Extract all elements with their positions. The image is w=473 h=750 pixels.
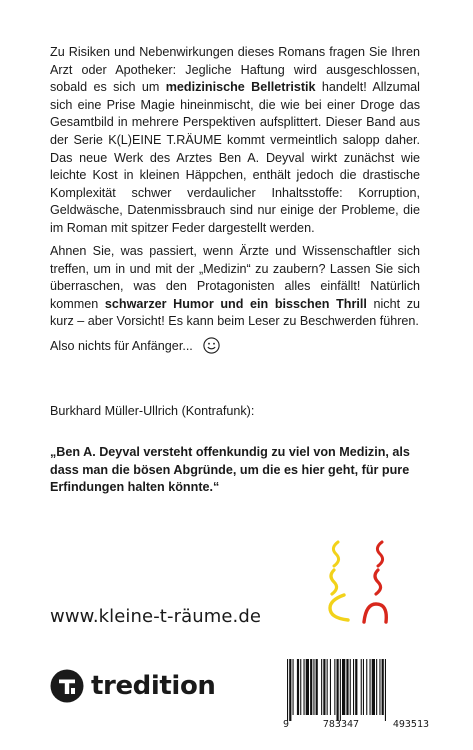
isbn-digits	[281, 719, 431, 730]
review-attribution: Burkhard Müller-Ullrich (Kontrafunk):	[50, 404, 255, 418]
decorative-flourish	[320, 540, 400, 630]
barcode-bar	[385, 659, 386, 721]
barcode-bar	[304, 659, 305, 715]
review-quote: „Ben A. Deyval versteht offenkundig zu viel von Medizin, als dass man die bösen Abgründe, um die es hier geht, für pure Erfindungen halten könnte.“	[50, 445, 410, 495]
barcode-bar	[342, 659, 345, 715]
barcode-bar	[334, 659, 335, 715]
barcode-bar	[340, 659, 341, 721]
isbn-group-2: 493513	[392, 719, 429, 730]
barcode-bar	[321, 659, 322, 715]
smiley-icon	[203, 337, 220, 360]
barcode-bar	[327, 659, 328, 715]
barcode-bar	[366, 659, 367, 715]
barcode-bar	[330, 659, 331, 715]
barcode-bar	[287, 659, 288, 721]
barcode-bar	[363, 659, 364, 715]
publisher-name: tredition	[91, 671, 216, 701]
blurb-emphasis: schwarzer Humor und ein bisschen Thrill	[104, 296, 367, 311]
blurb-text: handelt! Allzumal sich eine Prise Magie hineinmischt, die wie bei einer Droge das Gesamtbild in mehrere Perspektiven aufsplittert. Dieser Band aus der Serie K(L)EINE T.RÄUME kommt vermeintlich salopp daher. Das neue Werk des Arztes Ben A. Deyval wirkt zunächst wie leichte Kost in kleinen Häppchen, enthält jedoch die drastische Komplexität schwer verdaulicher Inhaltsstoffe: Korruption, Geldwäsche, Datenmissbrauch sind nur einige der Probleme, die im Roman mit spitzer Feder dargestellt werden.	[50, 80, 420, 235]
barcode-bar	[316, 659, 318, 715]
barcode-bar	[337, 659, 339, 721]
blurb-text: Zu Risiken und Nebenwirkungen dieses Romans fragen Sie Ihren Arzt oder Apotheker: Jegliche Haftung wird ausgeschlossen, sobald es sich um	[50, 45, 420, 95]
blurb-paragraph-2	[50, 243, 420, 331]
barcode-bar	[289, 659, 291, 721]
isbn-group-1: 783347	[322, 719, 360, 730]
blurb-emphasis: medizinische Belletristik	[165, 80, 316, 95]
barcode-bar	[350, 659, 351, 715]
website-url: www.kleine-t-räume.de	[50, 606, 262, 627]
blurb-text: nicht zu kurz – aber Vorsicht! Es kann beim Leser zu Beschwerden führen.	[50, 296, 420, 329]
barcode-bar	[313, 659, 314, 715]
barcode-bar	[355, 659, 357, 715]
barcode-bar	[310, 659, 312, 715]
blurb-paragraph-3	[50, 337, 420, 360]
barcode-bar	[297, 659, 299, 715]
barcode-bar	[306, 659, 309, 715]
blurb-paragraph-1	[50, 44, 420, 238]
tredition-logo-icon	[50, 669, 84, 703]
barcode-bar	[346, 659, 348, 715]
barcode-bar	[293, 659, 294, 715]
barcode-bar	[361, 659, 362, 715]
barcode-bar	[379, 659, 380, 715]
blurb-text: Also nichts für Anfänger...	[50, 339, 193, 353]
barcode-bar	[323, 659, 325, 715]
isbn-lead-digit: 9	[283, 719, 290, 730]
publisher-logo	[50, 669, 216, 703]
barcode-bar	[382, 659, 384, 715]
barcode-bar	[353, 659, 354, 715]
barcode-bar	[372, 659, 375, 715]
blurb-text: Ahnen Sie, was passiert, wenn Ärzte und Wissenschaftler sich treffen, um in und mit der „Medizin“ zu zaubern? Lassen Sie sich überraschen, was den Protagonisten alles einfällt! Natürlich kommen	[50, 244, 420, 311]
barcode-bar	[370, 659, 371, 715]
barcode-bar	[376, 659, 377, 715]
barcode-bar	[300, 659, 301, 715]
